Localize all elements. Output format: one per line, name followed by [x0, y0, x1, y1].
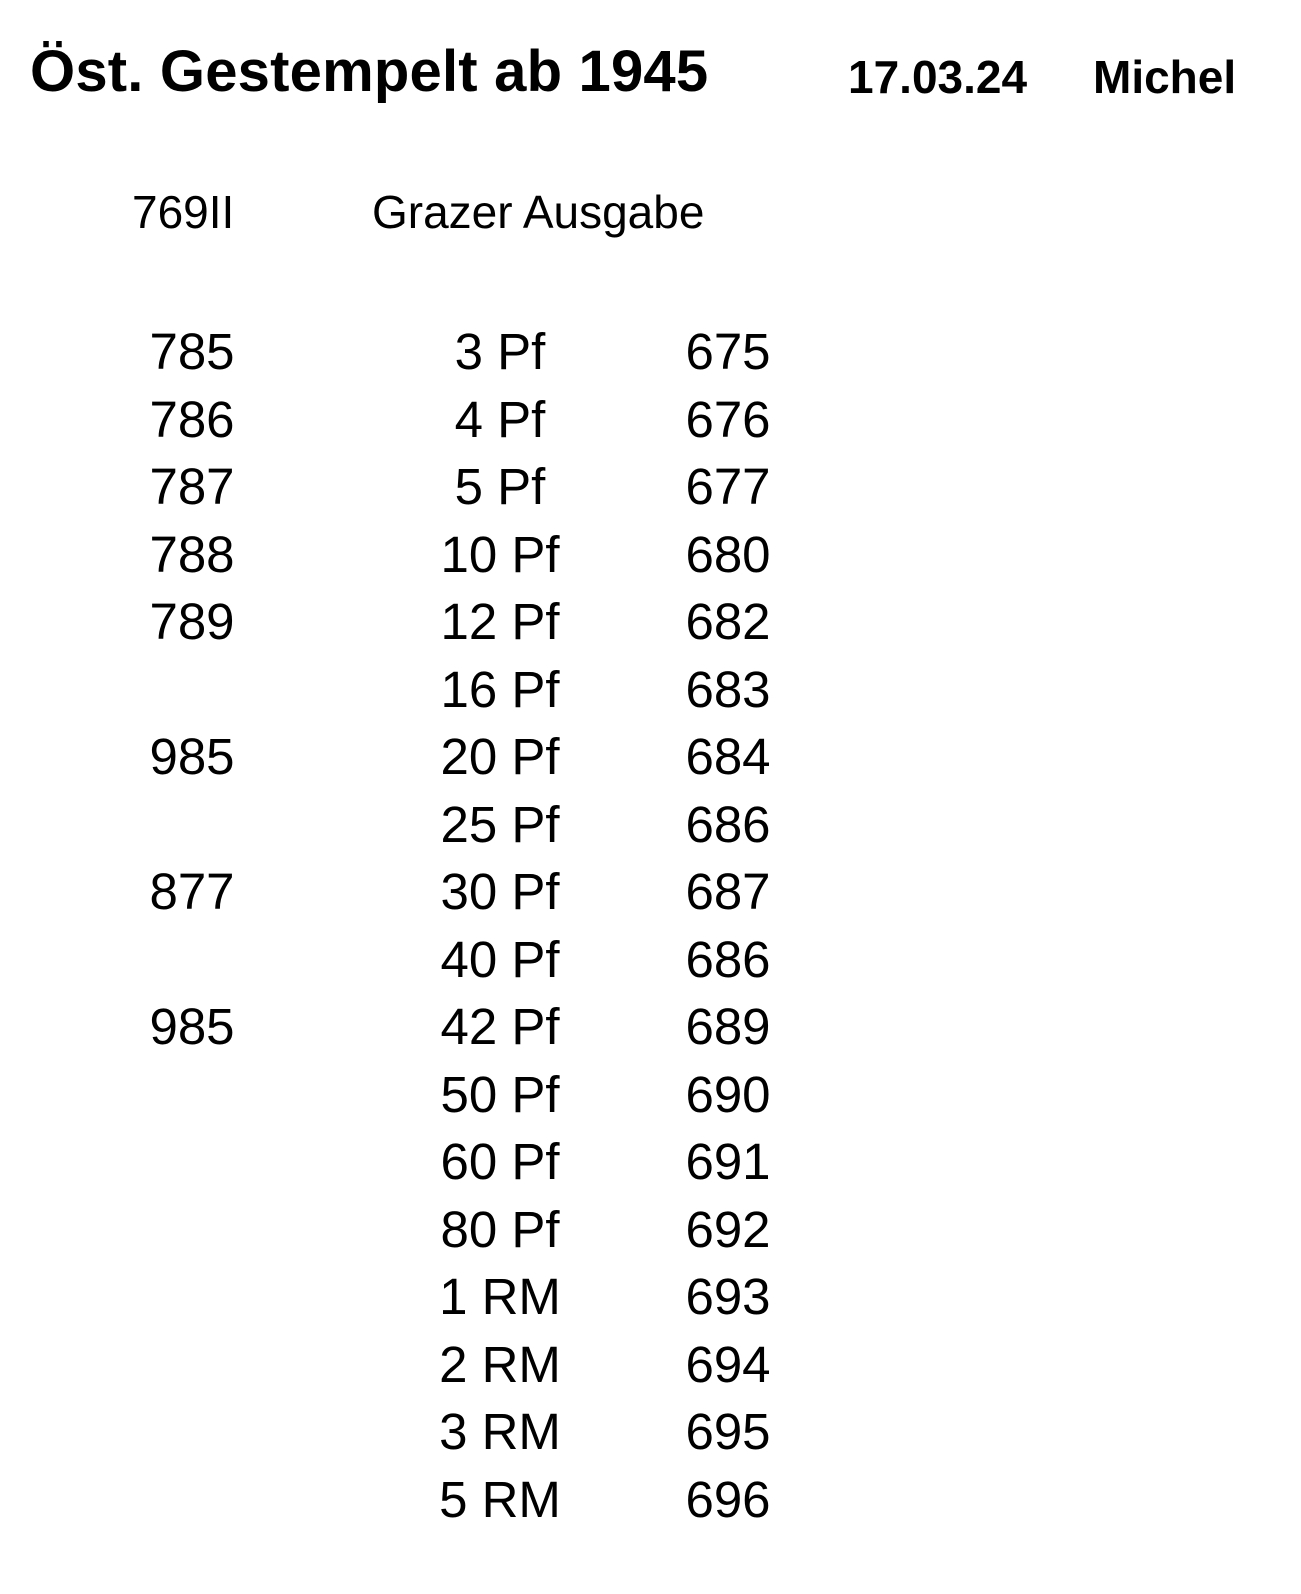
number-cell: 680 [685, 525, 771, 583]
stamp-table [0, 318, 1301, 1533]
table-row [0, 1263, 1301, 1331]
number-cell: 683 [685, 660, 771, 718]
ref-cell: 877 [149, 863, 235, 920]
table-row [0, 926, 1301, 994]
number-cell: 686 [685, 795, 771, 853]
value-cell: 5 Pf [454, 458, 546, 515]
value-cell: 1 RM [439, 1268, 561, 1325]
table-row [0, 386, 1301, 454]
value-cell: 12 Pf [440, 593, 560, 650]
section-header [0, 185, 1301, 245]
page-title: Öst. Gestempelt ab 1945 [30, 39, 709, 104]
ref-cell: 787 [149, 458, 235, 515]
table-row [0, 588, 1301, 656]
number-cell: 694 [685, 1335, 771, 1393]
table-row [0, 1061, 1301, 1129]
table-row [0, 1196, 1301, 1264]
number-cell: 691 [685, 1133, 771, 1190]
document-header [30, 38, 1280, 108]
value-cell: 5 RM [439, 1470, 561, 1528]
ref-cell: 788 [149, 525, 235, 583]
number-cell: 677 [685, 458, 771, 515]
value-cell: 16 Pf [440, 660, 560, 718]
ref-cell: 789 [149, 593, 235, 650]
value-cell: 2 RM [439, 1335, 561, 1393]
table-row [0, 993, 1301, 1061]
table-row [0, 1398, 1301, 1466]
number-cell: 687 [685, 863, 771, 920]
number-cell: 682 [685, 593, 771, 650]
number-cell: 675 [685, 323, 771, 380]
series-label: 769II [132, 186, 235, 238]
number-cell: 684 [685, 728, 771, 785]
value-cell: 60 Pf [440, 1133, 560, 1190]
ref-cell: 785 [149, 323, 235, 380]
value-cell: 4 Pf [454, 390, 546, 448]
value-cell: 20 Pf [440, 728, 560, 785]
table-row [0, 1466, 1301, 1534]
value-cell: 25 Pf [440, 795, 560, 853]
value-cell: 30 Pf [440, 863, 560, 920]
ref-cell: 985 [149, 728, 235, 785]
value-cell: 42 Pf [440, 998, 560, 1055]
number-cell: 676 [685, 390, 771, 448]
number-cell: 695 [685, 1403, 771, 1460]
number-cell: 690 [685, 1065, 771, 1123]
value-cell: 10 Pf [440, 525, 560, 583]
value-cell: 3 Pf [454, 323, 546, 380]
header-date: 17.03.24 [848, 51, 1028, 103]
number-cell: 693 [685, 1268, 771, 1325]
value-cell: 3 RM [439, 1403, 561, 1460]
number-cell: 689 [685, 998, 771, 1055]
number-cell: 686 [685, 930, 771, 988]
table-row [0, 453, 1301, 521]
table-row [0, 656, 1301, 724]
value-cell: 50 Pf [440, 1065, 560, 1123]
value-cell: 80 Pf [440, 1200, 560, 1258]
table-row [0, 858, 1301, 926]
header-source: Michel [1093, 51, 1237, 103]
table-row [0, 723, 1301, 791]
table-row [0, 521, 1301, 589]
table-row [0, 1331, 1301, 1399]
issue-label: Grazer Ausgabe [372, 186, 705, 238]
ref-cell: 985 [149, 998, 235, 1055]
table-row [0, 791, 1301, 859]
ref-cell: 786 [149, 390, 235, 448]
number-cell: 696 [685, 1470, 771, 1528]
value-cell: 40 Pf [440, 930, 560, 988]
number-cell: 692 [685, 1200, 771, 1258]
table-row [0, 1128, 1301, 1196]
table-row [0, 318, 1301, 386]
